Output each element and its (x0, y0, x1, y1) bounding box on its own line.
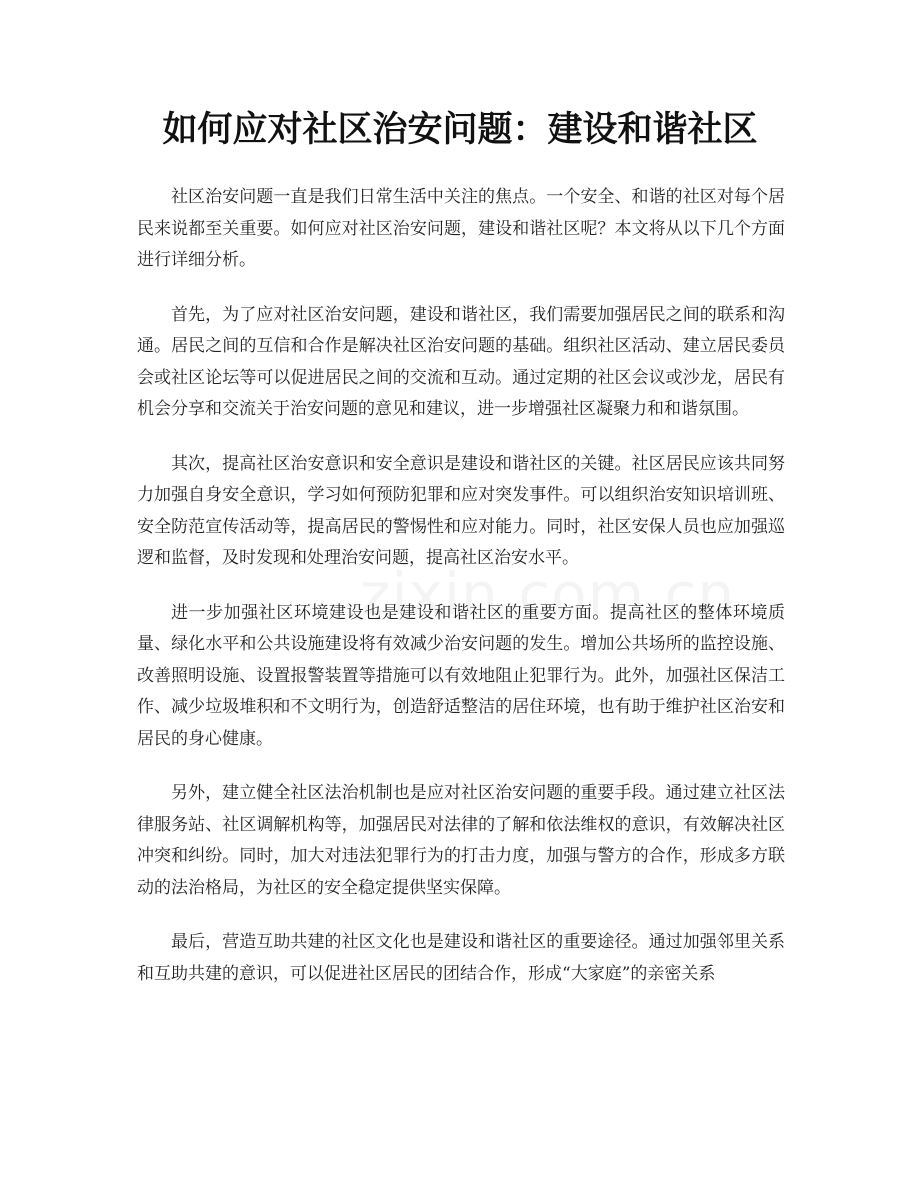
paragraph-intro: 社区治安问题一直是我们日常生活中关注的焦点。一个安全、和谐的社区对每个居民来说都至关重要。如何应对社区治安问题，建设和谐社区呢？本文将从以下几个方面进行详细分析。 (137, 187, 785, 270)
paragraph-communication: 首先，为了应对社区治安问题，建设和谐社区，我们需要加强居民之间的联系和沟通。居民之间的互信和合作是解决社区治安问题的基础。组织社区活动、建立居民委员会或社区论坛等可以促进居民之间的交流和互动。通过定期的社区会议或沙龙，居民有机会分享和交流关于治安问题的意见和建议，进一步增强社区凝聚力和和谐氛围。 (137, 304, 785, 419)
paragraph-environment: 进一步加强社区环境建设也是建设和谐社区的重要方面。提高社区的整体环境质量、绿化水平和公共设施建设将有效减少治安问题的发生。增加公共场所的监控设施、改善照明设施、设置报警装置等措施可以有效地阻止犯罪行为。此外，加强社区保洁工作、减少垃圾堆积和不文明行为，创造舒适整洁的居住环境，也有助于维护社区治安和居民的身心健康。 (137, 602, 785, 749)
page-title: 如何应对社区治安问题：建设和谐社区 (162, 110, 758, 150)
article-body (137, 182, 785, 1013)
paragraph-awareness: 其次，提高社区治安意识和安全意识是建设和谐社区的关键。社区居民应该共同努力加强自身安全意识，学习如何预防犯罪和应对突发事件。可以组织治安知识培训班、安全防范宣传活动等，提高居民的警惕性和应对能力。同时，社区安保人员也应加强巡逻和监督，及时发现和处理治安问题，提高社区治安水平。 (137, 453, 785, 568)
paragraph-legal: 另外，建立健全社区法治机制也是应对社区治安问题的重要手段。通过建立社区法律服务站、社区调解机构等，加强居民对法律的了解和依法维权的意识，有效解决社区冲突和纠纷。同时，加大对违法犯罪行为的打击力度，加强与警方的合作，形成多方联动的法治格局，为社区的安全稳定提供坚实保障。 (137, 783, 785, 898)
paragraph-culture: 最后，营造互助共建的社区文化也是建设和谐社区的重要途径。通过加强邻里关系和互助共建的意识，可以促进社区居民的团结合作，形成“大家庭”的亲密关系 (137, 932, 785, 984)
